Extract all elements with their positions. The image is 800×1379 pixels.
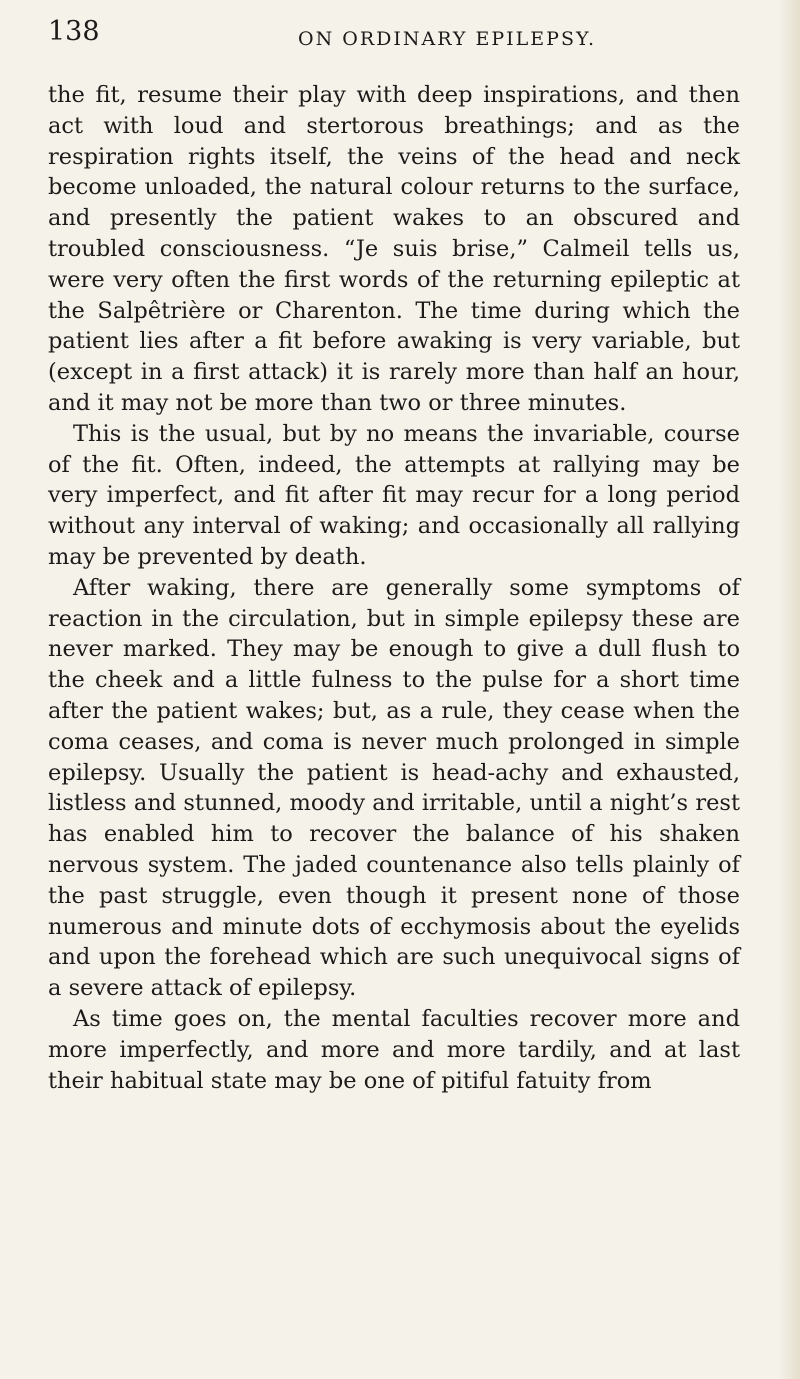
paragraph-2: This is the usual, but by no means the invariable, course of the fit. Often, indeed, the attempts at rallying may be very imperfect, and fit after fit may recur for a long period without any interval of waking; and occasionally all rallying may be prevented by death.: [48, 420, 740, 570]
paragraph-3: After waking, there are generally some symptoms of reaction in the circulation, but in simple epilepsy these are never marked. They may be enough to give a dull flush to the cheek and a little fulness to the pulse for a short time after the patient wakes; but, as a rule, they cease when the coma ceases, and coma is never much prolonged in simple epilepsy. Usually the patient is head-achy and exhausted, listless and stunned, moody and irritable, until a night’s rest has enabled him to recover the balance of his shaken nervous system. The jaded countenance also tells plainly of the past struggle, even though it present none of those numerous and minute dots of ecchymosis about the eyelids and upon the forehead which are such unequivocal signs of a severe attack of epilepsy.: [48, 574, 740, 1002]
paragraph-4: As time goes on, the mental faculties recover more and more imperfectly, and more and more tardily, and at last their habitual state may be one of pitiful fatuity from: [48, 1005, 740, 1094]
paragraph-1: the fit, resume their play with deep inspirations, and then act with loud and stertorous breathings; and as the respiration rights itself, the veins of the head and neck become unloaded, the natural colour returns to the surface, and presently the patient wakes to an obscured and troubled consciousness. “Je suis brise,” Calmeil tells us, were very often the first words of the returning epileptic at the Salpêtrière or Charenton. The time during which the patient lies after a fit before awaking is very variable, but (except in a first attack) it is rarely more than half an hour, and it may not be more than two or three minutes.: [48, 82, 740, 416]
running-head: ON ORDINARY EPILEPSY.: [298, 28, 597, 50]
body-text: [48, 80, 740, 1096]
page-edge-shadow: [778, 0, 800, 1379]
page-header: [48, 16, 748, 66]
page-number: 138: [48, 16, 100, 47]
